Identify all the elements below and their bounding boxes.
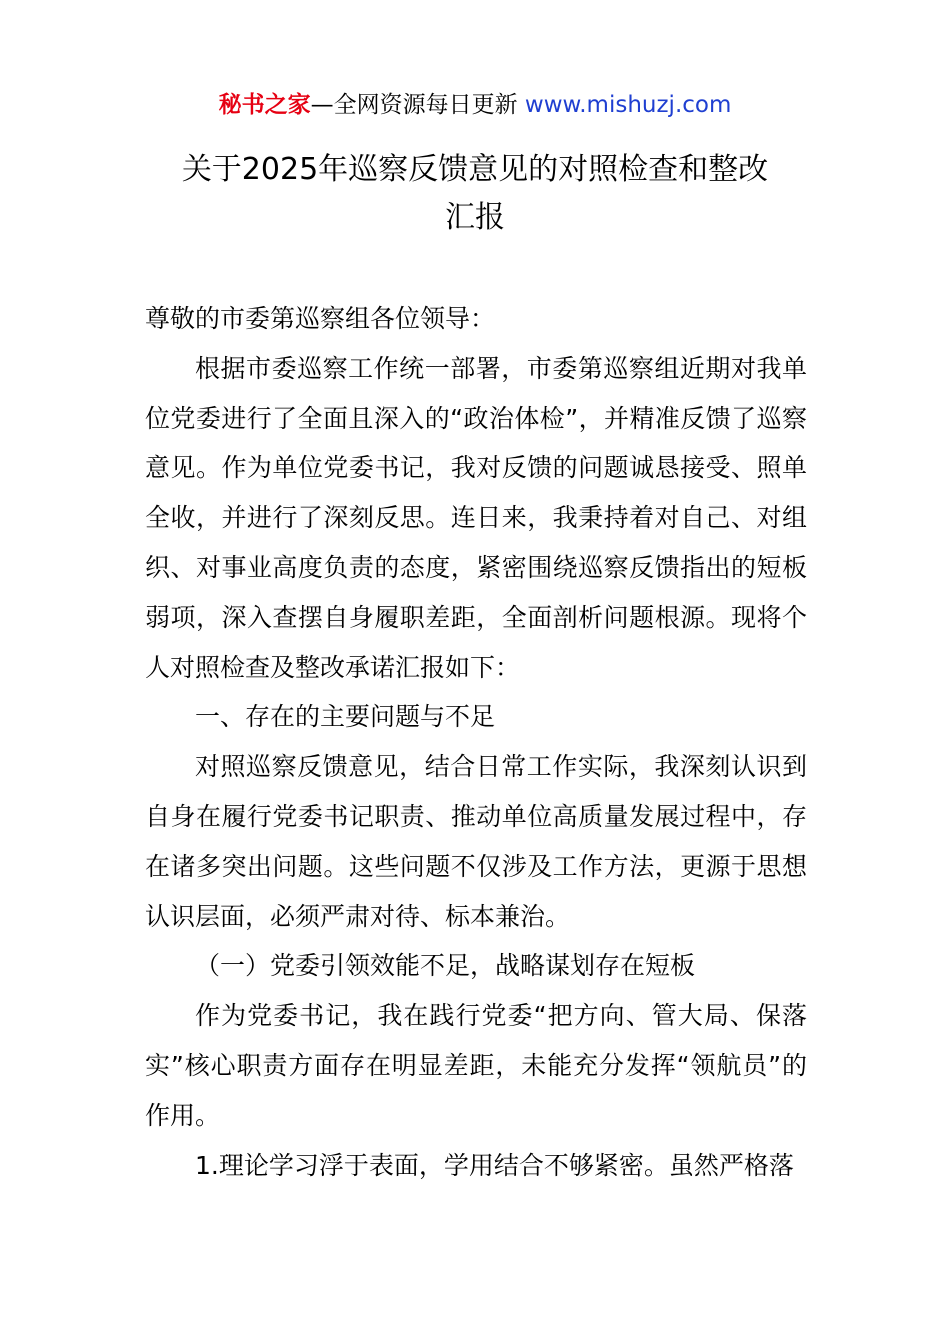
paragraph-problems-overview: 对照巡察反馈意见，结合日常工作实际，我深刻认识到自身在履行党委书记职责、推动单位高质量发展过程中，存在诸多突出问题。这些问题不仅涉及工作方法，更源于思想认识层面，必须严肃对待、标本兼治。	[145, 752, 807, 931]
subsection-heading-1: （一）党委引领效能不足，战略谋划存在短板	[195, 951, 696, 981]
paragraph-intro: 根据市委巡察工作统一部署，市委第巡察组近期对我单位党委进行了全面且深入的“政治体检”，并精准反馈了巡察意见。作为单位党委书记，我对反馈的问题诚恳接受、照单全收，并进行了深刻反思。连日来，我秉持着对自己、对组织、对事业高度负责的态度，紧密围绕巡察反馈指出的短板弱项，深入查摆自身履职差距，全面剖析问题根源。现将个人对照检查及整改承诺汇报如下：	[145, 353, 807, 682]
brand-name: 秘书之家	[218, 92, 311, 118]
paragraph-theory-study: 1.理论学习浮于表面，学用结合不够紧密。虽然严格落	[195, 1150, 794, 1180]
site-url-link[interactable]: www.mishuzj.com	[524, 92, 732, 118]
document-body	[145, 294, 807, 1190]
site-header	[0, 88, 950, 122]
header-tagline: —全网资源每日更新	[310, 92, 525, 118]
salutation: 尊敬的市委第巡察组各位领导：	[145, 304, 496, 333]
title-line-1: 关于2025年巡察反馈意见的对照检查和整改	[181, 152, 769, 187]
document-title	[145, 146, 805, 242]
paragraph-party-leadership: 作为党委书记，我在践行党委“把方向、管大局、保落实”核心职责方面存在明显差距，未能充分发挥“领航员”的作用。	[145, 1001, 807, 1130]
section-heading-1: 一、存在的主要问题与不足	[195, 702, 496, 732]
title-line-2: 汇报	[445, 200, 505, 235]
